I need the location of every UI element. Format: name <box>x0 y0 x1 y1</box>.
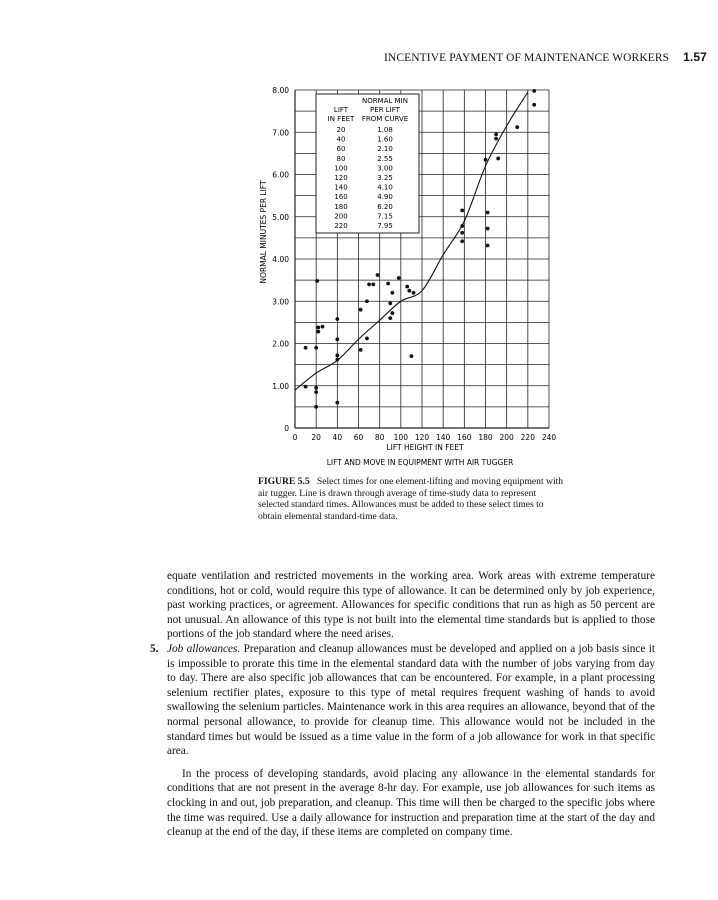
chart-title: LIFT AND MOVE IN EQUIPMENT WITH AIR TUGGER <box>326 458 514 467</box>
y-tick-label: 5.00 <box>272 212 289 222</box>
data-point <box>532 89 536 93</box>
table-cell-lift: 100 <box>334 164 348 173</box>
x-tick-labels <box>293 433 557 442</box>
x-tick-label: 80 <box>374 433 385 442</box>
y-axis-label: NORMAL MINUTES PER LIFT <box>259 180 268 284</box>
table-cell-minutes: 1.08 <box>377 126 393 134</box>
data-point <box>494 137 498 141</box>
table-cell-lift: 20 <box>336 126 346 134</box>
data-point <box>335 337 339 341</box>
data-point <box>371 282 375 286</box>
data-point <box>388 301 392 305</box>
y-tick-label: 0 <box>284 424 289 433</box>
table-header-col2: PER LIFT <box>370 106 400 114</box>
data-point <box>486 211 490 215</box>
data-point <box>494 132 498 136</box>
data-point <box>335 358 339 362</box>
figure-caption <box>258 476 566 523</box>
body-text <box>150 569 655 840</box>
figure-caption-text: Select times for one element-lifting and moving equipment with air tugger. Line is drawn through average of time-study data to represent selected standard times. Allowances must be added to these select times to obtain elemental standard-time data. <box>258 476 564 523</box>
table-cell-lift: 40 <box>336 135 346 144</box>
data-point <box>335 353 339 357</box>
data-point <box>321 325 325 329</box>
y-tick-label: 2.00 <box>272 339 289 349</box>
data-point <box>496 157 500 161</box>
data-point <box>484 158 488 162</box>
list-term: Job allowances. <box>167 642 241 655</box>
data-point <box>359 308 363 312</box>
table-cell-minutes: 7.15 <box>377 212 393 221</box>
paragraph-2: In the process of developing standards, avoid placing any allowance in the elemental standards for conditions that are not present in the average 8-hr day. For example, use job allowances for such items as clocking in and out, job preparation, and cleanup. This time will then be charged to the specific jobs where the time was required. Use a daily allowance for instruction and preparation time at the start of the day and cleanup at the end of the day, if these items are completed on company time. <box>167 767 655 839</box>
data-point <box>486 227 490 231</box>
data-point <box>376 273 380 277</box>
data-point <box>314 390 318 394</box>
table-cell-minutes: 1.60 <box>377 135 393 144</box>
table-header-col2: NORMAL MIN <box>362 97 408 105</box>
y-tick-label: 1.00 <box>272 381 289 391</box>
table-cell-lift: 200 <box>334 212 348 221</box>
x-tick-label: 140 <box>436 433 451 442</box>
data-point <box>460 239 464 243</box>
data-point <box>316 330 320 334</box>
data-point <box>365 337 369 341</box>
data-point <box>314 346 318 350</box>
list-text: Preparation and cleanup allowances must be developed and applied on a job basis since it is impossible to prorate this time in the elemental standard data with the number of jobs varying from day to day. There are also specific job allowances that can be encountered. For example, in a plant processing selenium rectifier plates, exposure to this type of metal requires frequent washing of hands to avoid swallowing the selenium particles. Maintenance work in this area requires an allowance, beyond that of the normal personal allowance, to provide for cleanup time. This allowance would not be included in the standard times but would be issued as a time value in the form of a job allowance for work in that specific area. <box>167 642 655 758</box>
data-point <box>388 316 392 320</box>
y-tick-label: 4.00 <box>272 255 289 264</box>
figure-label: FIGURE 5.5 <box>258 476 310 487</box>
table-cell-minutes: 6.20 <box>377 202 393 211</box>
table-cell-lift: 120 <box>334 174 348 182</box>
running-title: INCENTIVE PAYMENT OF MAINTENANCE WORKERS <box>384 52 670 64</box>
data-point <box>407 289 411 293</box>
data-point <box>405 285 409 289</box>
data-point <box>460 231 464 235</box>
table-cell-minutes: 2.10 <box>377 145 393 154</box>
table-cell-lift: 140 <box>334 183 348 192</box>
x-tick-label: 60 <box>353 433 364 442</box>
data-point <box>515 125 519 129</box>
table-cell-minutes: 3.25 <box>377 174 393 182</box>
table-cell-lift: 160 <box>334 193 348 202</box>
data-point <box>532 103 536 107</box>
data-point <box>367 282 371 286</box>
list-item-5: 5. Job allowances. Preparation and cleanup allowances must be developed and applied on a job basis since it is impossible to prorate this time in the elemental standard data with the number of jobs varying from day to day. There are also specific job allowances that can be encountered. For example, in a plant processing selenium rectifier plates, exposure to this type of metal requires frequent washing of hands to avoid swallowing the selenium particles. Maintenance work in this area requires an allowance, beyond that of the normal personal allowance, to provide for cleanup time. This allowance would not be included in the standard times but would be issued as a time value in the form of a job allowance for work in that specific area. <box>150 642 655 758</box>
y-tick-labels <box>272 86 289 433</box>
data-point <box>410 354 414 358</box>
data-point <box>304 385 308 389</box>
table-cell-lift: 180 <box>334 202 348 211</box>
data-point <box>397 276 401 280</box>
x-axis-label: LIFT HEIGHT IN FEET <box>386 443 464 452</box>
data-point <box>486 244 490 248</box>
data-point <box>390 291 394 295</box>
data-point <box>314 405 318 409</box>
table-cell-minutes: 2.55 <box>377 154 393 163</box>
table-cell-minutes: 3.00 <box>377 164 393 173</box>
x-tick-label: 180 <box>478 433 493 442</box>
data-point <box>359 348 363 352</box>
x-tick-label: 20 <box>311 433 321 442</box>
data-point <box>314 386 318 390</box>
paragraph-1: equate ventilation and restricted movements in the working area. Work areas with extreme temperature conditions, hot or cold, would require this type of allowance. It can be determined only by job experience, past working practices, or agreement. Allowances for specific conditions that run as high as 50 percent are not unusual. An allowance of this type is not built into the elemental time standards but is applied to those portions of the job standard where the need arises. <box>167 570 655 641</box>
x-tick-label: 0 <box>292 433 298 442</box>
data-point <box>460 209 464 213</box>
data-point <box>460 224 464 228</box>
table-cell-lift: 80 <box>336 154 346 163</box>
table-cell-minutes: 4.10 <box>377 183 393 192</box>
x-tick-label: 240 <box>541 433 557 442</box>
data-point <box>316 326 320 330</box>
y-tick-label: 7.00 <box>272 128 289 138</box>
y-tick-label: 6.00 <box>272 170 289 180</box>
x-tick-label: 160 <box>457 433 472 442</box>
table-header-col2: FROM CURVE <box>361 115 409 123</box>
table-cell-minutes: 4.90 <box>377 193 393 202</box>
x-tick-label: 40 <box>332 433 343 442</box>
table-cell-lift: 60 <box>336 145 346 154</box>
data-point <box>412 291 416 295</box>
x-tick-label: 120 <box>414 433 430 442</box>
x-tick-label: 200 <box>499 433 514 442</box>
x-tick-label: 100 <box>393 433 408 442</box>
table-cell-lift: 220 <box>334 222 348 230</box>
table-header-col1: IN FEET <box>327 115 355 123</box>
y-tick-label: 8.00 <box>272 86 289 95</box>
data-point <box>335 317 339 321</box>
table-cell-minutes: 7.95 <box>377 222 393 230</box>
data-point <box>386 282 390 286</box>
y-tick-label: 3.00 <box>272 297 289 307</box>
data-point <box>335 401 339 405</box>
data-point <box>315 279 319 283</box>
table-header-col1: LIFT <box>333 106 349 114</box>
data-point <box>390 311 394 315</box>
page-number: 1.57 <box>683 50 707 64</box>
data-point <box>365 299 369 303</box>
x-tick-label: 220 <box>520 433 535 442</box>
data-point <box>304 346 308 350</box>
